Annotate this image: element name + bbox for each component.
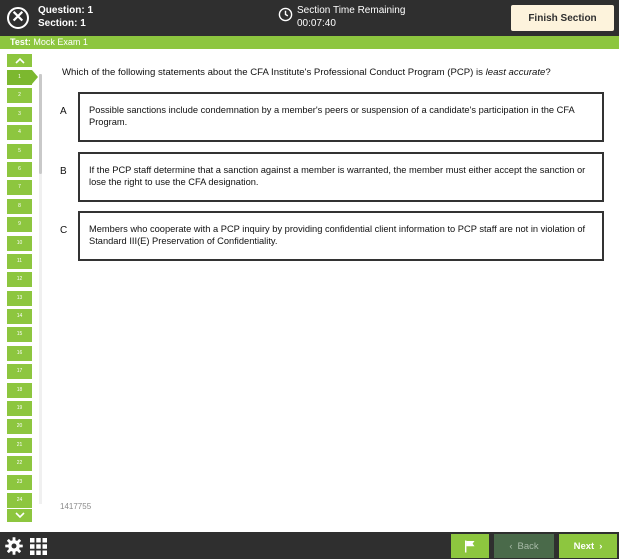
grid-icon[interactable] (30, 538, 47, 555)
scroll-up-button[interactable] (7, 54, 32, 67)
top-bar (0, 0, 619, 36)
question-emphasis: least accurate (485, 67, 546, 78)
question-nav-item[interactable]: 22 (7, 456, 32, 471)
question-nav-item[interactable]: 21 (7, 438, 32, 453)
question-nav-item[interactable]: 11 (7, 254, 32, 269)
timer-value: 00:07:40 (297, 18, 336, 29)
question-nav-item[interactable]: 4 (7, 125, 32, 140)
back-label: Back (517, 540, 539, 552)
question-info (38, 4, 93, 30)
option-b-text: If the PCP staff determine that a sanction against a member is warranted, the member must either accept the sanction or lose the right to use the CFA designation. (89, 165, 586, 187)
question-list (7, 70, 43, 511)
question-nav-item[interactable]: 10 (7, 236, 32, 251)
question-stem (62, 66, 592, 79)
sidebar-scrollbar-thumb[interactable] (39, 74, 42, 174)
option-a[interactable] (78, 92, 604, 142)
question-nav-item[interactable]: 5 (7, 144, 32, 159)
back-button[interactable] (494, 534, 554, 558)
option-b[interactable] (78, 152, 604, 202)
option-c-text: Members who cooperate with a PCP inquiry by providing confidential client information to PCP staff are not in violation of Standard III(E) Preservation of Confidentiality. (89, 224, 586, 246)
option-b-letter: B (60, 166, 67, 177)
question-nav-item[interactable]: 12 (7, 272, 32, 287)
finish-section-button[interactable]: Finish Section (511, 5, 614, 31)
flag-button[interactable] (451, 534, 489, 558)
option-a-text: Possible sanctions include condemnation by a member's peers or suspension of a candidate's participation in the CFA Program. (89, 105, 575, 127)
option-a-letter: A (60, 106, 67, 117)
chevron-down-icon (15, 512, 25, 519)
scroll-down-button[interactable] (7, 509, 32, 522)
gear-icon[interactable] (4, 536, 24, 556)
option-c[interactable] (78, 211, 604, 261)
question-nav-item[interactable]: 14 (7, 309, 32, 324)
question-nav-item[interactable]: 3 (7, 107, 32, 122)
chevron-right-icon: › (599, 540, 603, 552)
bottom-bar (0, 532, 619, 559)
question-nav-item[interactable]: 2 (7, 88, 32, 103)
question-nav-item[interactable]: 7 (7, 180, 32, 195)
question-nav-item[interactable]: 13 (7, 291, 32, 306)
question-nav-item[interactable]: 17 (7, 364, 32, 379)
option-c-letter: C (60, 225, 68, 236)
chevron-up-icon (15, 57, 25, 64)
question-nav-item[interactable]: 6 (7, 162, 32, 177)
close-icon[interactable]: ✕ (7, 7, 29, 29)
chevron-left-icon: ‹ (509, 540, 513, 552)
question-nav-item[interactable]: 15 (7, 327, 32, 342)
test-name: Mock Exam 1 (33, 37, 88, 47)
clock-icon (278, 7, 293, 22)
flag-icon (464, 540, 476, 553)
question-text-after: ? (545, 67, 551, 78)
question-number: Question: 1 (38, 5, 94, 16)
next-button[interactable] (559, 534, 617, 558)
question-nav-item[interactable]: 8 (7, 199, 32, 214)
question-nav-item[interactable]: 24 (7, 493, 32, 508)
timer-text (297, 4, 405, 30)
question-nav-item[interactable]: 1 (7, 70, 32, 85)
next-label: Next (573, 540, 595, 552)
test-prefix: Test: (10, 37, 31, 47)
question-nav-item[interactable]: 20 (7, 419, 32, 434)
section-number: Section: 1 (38, 18, 86, 29)
timer-label: Section Time Remaining (297, 5, 406, 16)
question-nav-item[interactable]: 16 (7, 346, 32, 361)
question-nav-item[interactable]: 9 (7, 217, 32, 232)
question-text-before: Which of the following statements about the CFA Institute's Professional Conduct Program (PCP) is (62, 67, 486, 78)
question-nav-item[interactable]: 23 (7, 475, 32, 490)
question-nav-item[interactable]: 19 (7, 401, 32, 416)
question-nav-item[interactable]: 18 (7, 383, 32, 398)
test-bar (0, 36, 619, 49)
question-id: 1417755 (60, 502, 92, 511)
question-navigator (0, 49, 44, 527)
